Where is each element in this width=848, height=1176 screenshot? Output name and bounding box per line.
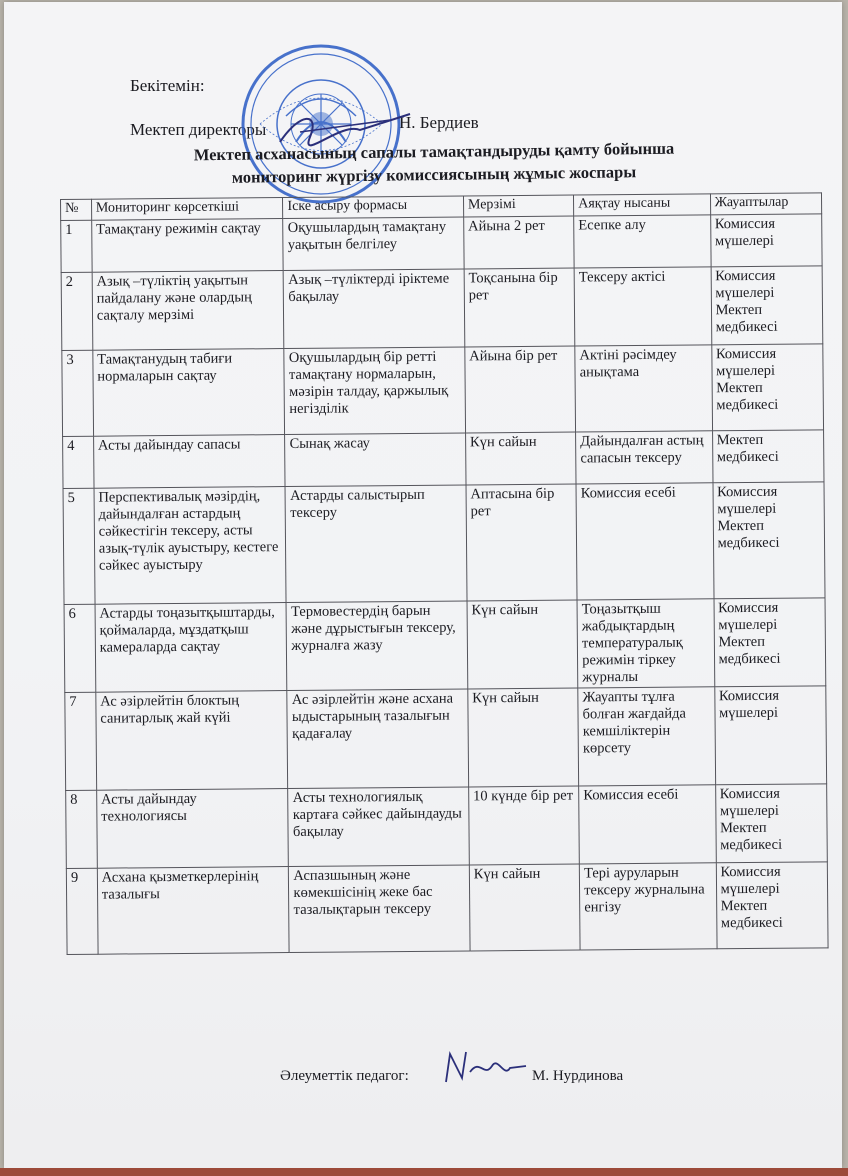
table-surface-edge xyxy=(0,1168,848,1176)
table-row xyxy=(61,266,823,351)
row-number: 1 xyxy=(61,220,92,272)
term-cell: Күн сайын xyxy=(468,688,579,787)
responsible-cell: Комиссия мүшелері Мектеп медбикесі xyxy=(711,266,823,345)
completion-cell: Актіні рәсімдеу анықтама xyxy=(575,345,712,432)
term-cell: Айына бір рет xyxy=(465,346,576,433)
term-cell: Тоқсанына бір рет xyxy=(464,268,575,347)
completion-cell: Тексеру актісі xyxy=(574,267,711,346)
header-form: Іске асыру формасы xyxy=(283,196,464,219)
form-cell: Сынақ жасау xyxy=(285,433,466,487)
header-indicator: Мониторинг көрсеткіші xyxy=(91,198,283,221)
indicator-cell: Ас әзірлейтін блоктың санитарлық жай күйі xyxy=(96,690,288,790)
term-cell: Аптасына бір рет xyxy=(466,484,577,601)
row-number: 3 xyxy=(62,350,94,436)
responsible-cell: Комиссия мүшелері xyxy=(710,214,822,267)
responsible-cell: Комиссия мүшелері xyxy=(714,686,826,785)
table-row xyxy=(66,862,828,955)
monitoring-plan-table xyxy=(60,192,829,954)
form-cell: Термовестердің барын және дұрыстығын тексеру, журналға жазу xyxy=(286,601,467,690)
row-number: 4 xyxy=(63,436,94,488)
document-title-line-1: Мектеп асханасының сапалы тамақтандыруды қамту бойынша xyxy=(193,138,675,165)
term-cell: Күн сайын xyxy=(469,864,580,951)
form-cell: Оқушылардың тамақтану уақытын белгілеу xyxy=(283,217,464,271)
term-cell: 10 күнде бір рет xyxy=(469,786,580,865)
table-row xyxy=(65,686,827,791)
completion-cell: Жауапты тұлға болған жағдайда кемшіліктерін көрсету xyxy=(578,687,715,786)
term-cell: Айына 2 рет xyxy=(464,216,575,269)
responsible-cell: Комиссия мүшелері Мектеп медбикесі xyxy=(714,598,826,687)
table-body xyxy=(61,214,828,954)
document-page xyxy=(4,2,842,1168)
responsible-cell: Комиссия мүшелері Мектеп медбикесі xyxy=(713,482,825,599)
form-cell: Аспазшының және көмекшісінің жеке бас тазалықтарын тексеру xyxy=(289,865,470,953)
indicator-cell: Астарды тоңазытқыштарды, қоймаларда, мұздатқыш камераларда сақтау xyxy=(95,603,287,692)
header-term: Мерзімі xyxy=(463,195,573,217)
form-cell: Азық –түліктерді іріктеме бақылау xyxy=(284,269,465,349)
table-row xyxy=(64,598,826,692)
responsible-cell: Комиссия мүшелері Мектеп медбикесі xyxy=(711,344,823,431)
term-cell: Күн сайын xyxy=(465,432,576,485)
header-number: № xyxy=(61,199,92,220)
completion-cell: Комиссия есебі xyxy=(579,785,716,864)
completion-cell: Тері ауруларын тексеру журналына енгізу xyxy=(579,863,716,950)
social-pedagogue-signature xyxy=(440,1048,530,1088)
form-cell: Астарды салыстырып тексеру xyxy=(285,485,466,603)
document-title-line-2: мониторинг жүргізу комиссиясының жұмыс жоспары xyxy=(231,162,637,187)
completion-cell: Комиссия есебі xyxy=(576,483,713,600)
row-number: 5 xyxy=(63,488,95,604)
table-row xyxy=(62,344,824,437)
row-number: 2 xyxy=(61,272,92,350)
table-row xyxy=(63,430,824,489)
table-row xyxy=(63,482,825,605)
completion-cell: Дайындалған астың сапасын тексеру xyxy=(576,431,713,484)
footer-position-label: Әлеуметтік педагог: xyxy=(280,1068,409,1084)
row-number: 6 xyxy=(64,604,96,692)
row-number: 9 xyxy=(66,868,98,954)
table-row xyxy=(61,214,822,273)
table-row xyxy=(66,784,828,869)
responsible-cell: Комиссия мүшелері Мектеп медбикесі xyxy=(716,862,828,949)
form-cell: Ас әзірлейтін және асхана ыдыстарының тазалығын қадағалау xyxy=(287,689,468,789)
indicator-cell: Тамақтану режимін сақтау xyxy=(91,219,283,273)
header-responsible: Жауаптылар xyxy=(710,193,822,215)
completion-cell: Есепке алу xyxy=(574,215,711,268)
header-completion: Аяқтау нысаны xyxy=(574,194,711,216)
indicator-cell: Азық –түліктің уақытын пайдалану және олардың сақталу мерзімі xyxy=(92,271,284,351)
row-number: 7 xyxy=(65,692,97,790)
indicator-cell: Асты дайындау технологиясы xyxy=(96,788,288,868)
form-cell: Оқушылардың бір ретті тамақтану нормаларын, мәзірін талдау, қаржылық негізділік xyxy=(284,347,465,435)
approve-label: Бекітемін: xyxy=(130,76,205,95)
footer-name: М. Нурдинова xyxy=(532,1068,624,1084)
director-label: Мектеп директоры xyxy=(130,120,267,139)
indicator-cell: Асты дайындау сапасы xyxy=(93,435,285,489)
term-cell: Күн сайын xyxy=(467,600,578,689)
row-number: 8 xyxy=(66,790,97,868)
director-name: Н. Бердиев xyxy=(399,113,479,132)
indicator-cell: Тамақтанудың табиғи нормаларын сақтау xyxy=(93,349,285,437)
form-cell: Асты технологиялық картаға сәйкес дайындауды бақылау xyxy=(288,787,469,867)
completion-cell: Тоңазытқыш жабдықтардың температуралық режимін тіркеу журналы xyxy=(577,599,714,688)
responsible-cell: Мектеп медбикесі xyxy=(712,430,824,483)
indicator-cell: Асхана қызметкерлерінің тазалығы xyxy=(97,866,289,954)
indicator-cell: Перспективалық мәзірдің, дайындалған астардың сәйкестігін тексеру, асты азық-түлік ауыстыру, кестеге сәйкес ауыстыру xyxy=(94,487,287,605)
responsible-cell: Комиссия мүшелері Мектеп медбикесі xyxy=(715,784,827,863)
